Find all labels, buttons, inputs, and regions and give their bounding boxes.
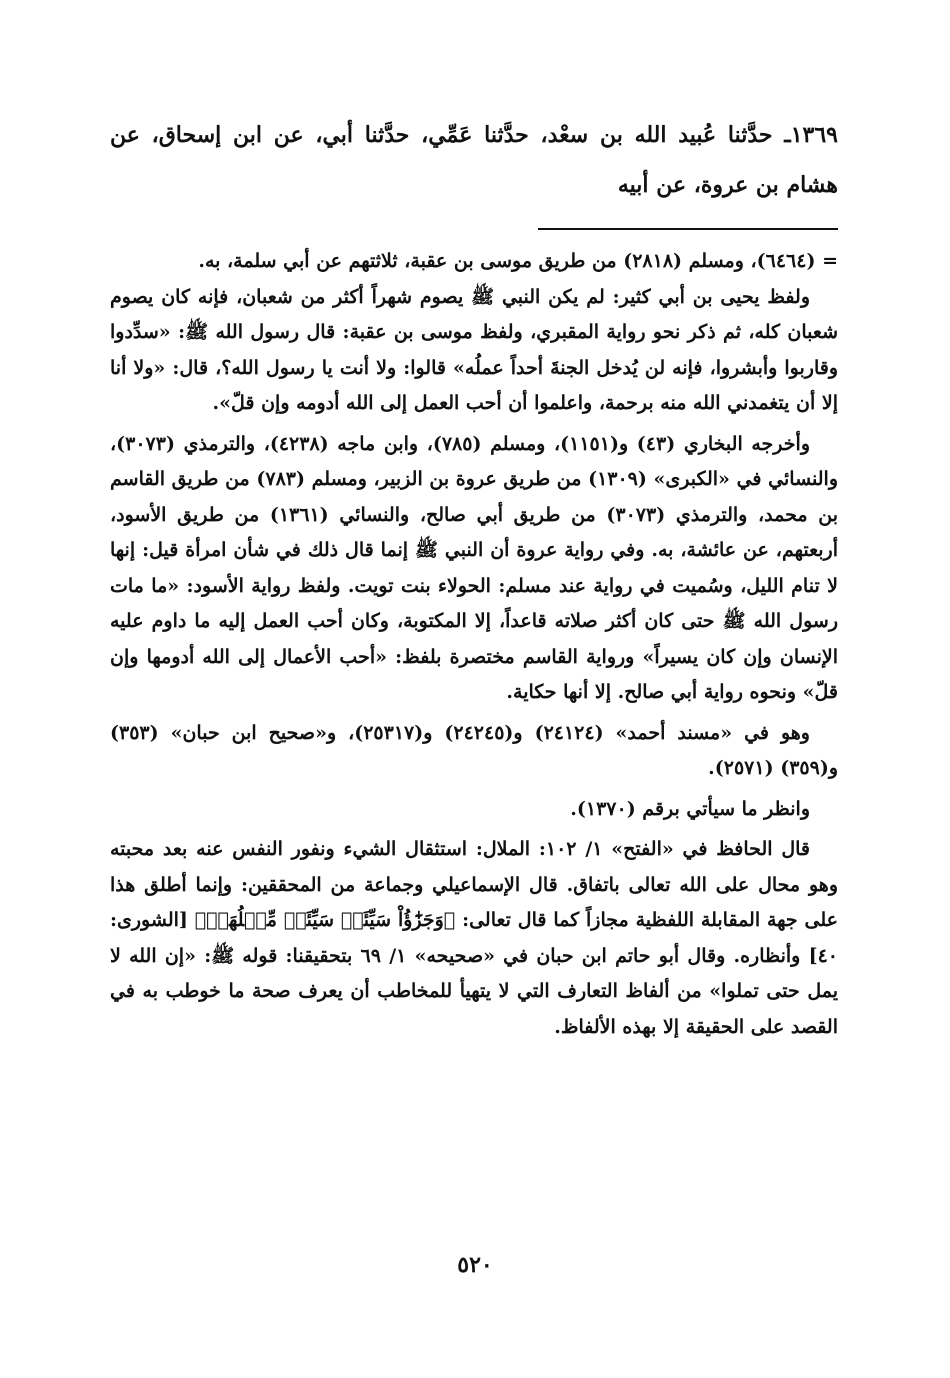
footnote-paragraph: قال الحافظ في «الفتح» ١/ ١٠٢: الملال: استثقال الشيء ونفور النفس عنه بعد محبته وهو محال على الله تعالى باتفاق. قال الإسماعيلي وجماعة من المحققين: وإنما أطلق هذا على جهة المقابلة اللفظية مجازاً كما قال تعالى: ﴿وَجَزَٰٓؤُاْ سَيِّئَةٖ سَيِّئَةٞ مِّثۡلُهَاۖ﴾ [الشورى: ٤٠] وأنظاره. وقال أبو حاتم ابن حبان في «صحيحه» ١/ ٦٩ بتحقيقنا: قوله ﷺ: «إن الله لا يمل حتى تملوا» من ألفاظ التعارف التي لا يتهيأ للمخاطب أن يعرف صحة ما خوطب به في القصد على الحقيقة إلا بهذه الألفاظ.: [110, 838, 839, 1038]
footnote-divider: [538, 228, 838, 230]
footnote-paragraph: وهو في «مسند أحمد» (٢٤١٢٤) و(٢٤٢٤٥) و(٢٥٣١٧)، و«صحيح ابن حبان» (٣٥٣) و(٣٥٩) (٢٥٧١).: [110, 721, 838, 779]
hadith-text: ١٣٦٩ـ حدَّثنا عُبيد الله بن سعْد، حدَّثنا عَمِّي، حدَّثنا أبي، عن ابن إسحاق، عن هشام بن عروة، عن أبيه: [110, 122, 838, 198]
page-body: [110, 110, 838, 1045]
footnote-paragraph: ولفظ يحيى بن أبي كثير: لم يكن النبي ﷺ يصوم شهراً أكثر من شعبان، فإنه كان يصوم شعبان كله، ثم ذكر نحو رواية المقبري، ولفظ موسى بن عقبة: قال رسول الله ﷺ: «سدِّدوا وقاربوا وأبشروا، فإنه لن يُدخل الجنةَ أحداً عملُه» قالوا: ولا أنت يا رسول الله؟، قال: «ولا أنا إلا أن يتغمدني الله منه برحمة، واعلموا أن أحب العمل إلى الله أدومه وإن قلّ».: [110, 285, 838, 414]
footnote-paragraph: = (٦٤٦٤)، ومسلم (٢٨١٨) من طريق موسى بن عقبة، ثلاثتهم عن أبي سلمة، به.: [198, 250, 838, 272]
footnote-paragraph: وانظر ما سيأتي برقم (١٣٧٠).: [570, 797, 810, 820]
page-number: ٥٢٠: [457, 1252, 493, 1278]
footnote-paragraph: وأخرجه البخاري (٤٣) و(١١٥١)، ومسلم (٧٨٥)، وابن ماجه (٤٢٣٨)، والترمذي (٣٠٧٣)، والنسائي في «الكبرى» (١٣٠٩) من طريق عروة بن الزبير، ومسلم (٧٨٣) من طريق القاسم بن محمد، والترمذي (٣٠٧٣) من طريق أبي صالح، والنسائي (١٣٦١) من طريق الأسود، أربعتهم، عن عائشة، به. وفي رواية عروة أن النبي ﷺ إنما قال ذلك في شأن امرأة قيل: إنها لا تنام الليل، وسُميت في رواية عند مسلم: الحولاء بنت تويت. ولفظ رواية الأسود: «ما مات رسول الله ﷺ حتى كان أكثر صلاته قاعداً، إلا المكتوبة، وكان أحب العمل إليه ما داوم عليه الإنسان وإن كان يسيراً» ورواية القاسم مختصرة بلفظ: «أحب الأعمال إلى الله أدومها وإن قلّ» ونحوه رواية أبي صالح. إلا أنها حكاية.: [110, 432, 838, 703]
